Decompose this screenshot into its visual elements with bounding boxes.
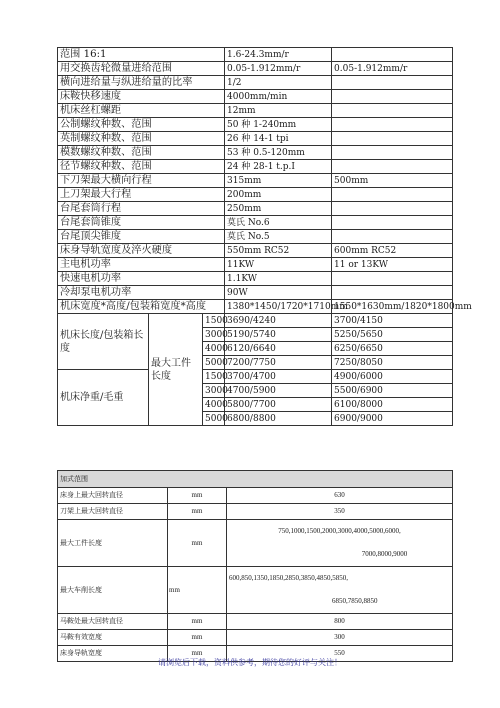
spec-label: 英制螺纹种数、范围 [58,132,225,146]
spec-value-2 [332,104,453,118]
extra-value-multiline [227,520,453,567]
spec-label: 下刀架最大横向行程 [58,174,225,188]
spec-value-1: 50 种 1-240mm [225,118,332,132]
spec-row [58,160,453,174]
extra-unit: mm [168,630,227,646]
spec-label: 用交换齿轮微量进给范围 [58,62,225,76]
spec-value-2 [332,76,453,90]
spec-row [58,146,453,160]
extra-unit: mm [168,488,227,504]
extra-label: 马鞍有效宽度 [58,630,168,646]
spec-value-1: 1.6-24.3mm/r [225,48,332,62]
group-length: 3000 [203,328,225,342]
spec-group-row [58,314,453,328]
extra-value: 300 [227,630,453,646]
spec-row [58,132,453,146]
extra-value-line: 7000,8000,9000 [361,550,408,558]
spec-label: 横向进给量与纵进给量的比率 [58,76,225,90]
group-value-2: 5500/6900 [332,384,453,398]
spec-value-2: 500mm [332,174,453,188]
spec-value-2: 0.05-1.912mm/r [332,62,453,76]
spec-label: 冷却泵电机功率 [58,286,225,300]
extra-value-line: 6850,7850,8850 [332,597,378,605]
spec-value-1: 24 种 28-1 t.p.I [225,160,332,174]
spec-value-2 [332,188,453,202]
spec-row [58,48,453,62]
spec-row [58,286,453,300]
group-value-2: 5250/5650 [332,328,453,342]
group-value-1: 5800/7700 [225,398,332,412]
spec-label: 公制螺纹种数、范围 [58,118,225,132]
spec-value-2: 1550*1630mm/1820*1800mm [332,300,453,314]
extra-row-workpiece [58,520,453,567]
group-value-1: 7200/7750 [225,356,332,370]
spec-value-1: 550mm RC52 [225,244,332,258]
spec-value-2 [332,118,453,132]
group-length: 5000 [203,412,225,426]
spec-value-2: 11 or 13KW [332,258,453,272]
spec-value-2 [332,202,453,216]
spec-label: 机床丝杠螺距 [58,104,225,118]
spec-value-2 [332,160,453,174]
group-value-2: 3700/4150 [332,314,453,328]
extra-label: 最大工件长度 [58,520,168,567]
spec-label: 台尾套筒行程 [58,202,225,216]
spec-value-2 [332,216,453,230]
spec-row [58,258,453,272]
spec-value-1: 莫氏 No.6 [225,216,332,230]
spec-row [58,104,453,118]
footer-note: 请浏览后下载，资料供参考，期待您的好评与关注！ [158,658,342,667]
group-value-1: 6120/6640 [225,342,332,356]
group-value-2: 6100/8000 [332,398,453,412]
spec-value-1: 90W [225,286,332,300]
spec-value-1: 1.1KW [225,272,332,286]
spec-value-1: 53 种 0.5-120mm [225,146,332,160]
extra-unit: mm [168,614,227,630]
spec-label: 机床宽度*高度/包装箱宽度*高度 [58,300,225,314]
extra-value-line: 750,1000,1500,2000,3000,4000,5000,6000, [278,527,401,535]
spec-value-1: 11KW [225,258,332,272]
extra-label: 马鞍处最大回转直径 [58,614,168,630]
spec-value-1: 1380*1450/1720*1710mm [225,300,332,314]
spec-label: 台尾顶尖锥度 [58,230,225,244]
spec-row [58,244,453,258]
group-length: 4000 [203,342,225,356]
extra-value-line: 600,850,1350,1850,2850,3850,4850,5850, [229,574,348,582]
extra-value: 630 [227,488,453,504]
extra-row [58,488,453,504]
spec-value-2 [332,286,453,300]
extra-row [58,614,453,630]
spec-value-1: 1/2 [225,76,332,90]
group-length: 4000 [203,398,225,412]
spec-label: 模数螺纹种数、范围 [58,146,225,160]
spec-value-2 [332,272,453,286]
spec-label: 上刀架最大行程 [58,188,225,202]
spec-label: 台尾套筒锥度 [58,216,225,230]
spec-row [58,188,453,202]
extra-value: 550 [227,646,453,662]
group-value-1: 3690/4240 [225,314,332,328]
spec-value-1: 4000mm/min [225,90,332,104]
extra-table [57,470,453,662]
spec-value-1: 26 种 14-1 tpi [225,132,332,146]
group-value-2: 6250/6650 [332,342,453,356]
extra-value: 800 [227,614,453,630]
spec-row [58,300,453,314]
extra-header-row [58,471,453,488]
extra-header: 加式范围 [58,471,453,488]
spec-row [58,174,453,188]
spec-row [58,230,453,244]
spec-row [58,202,453,216]
group-label: 机床净重/毛重 [58,370,149,426]
spec-group-row [58,370,453,384]
extra-label: 床身导轨宽度 [58,646,168,662]
group-value-2: 6900/9000 [332,412,453,426]
extra-unit: mm [168,567,227,614]
spec-value-1: 200mm [225,188,332,202]
group-sublabel: 最大工件长度 [149,314,203,426]
spec-row [58,118,453,132]
spec-label: 主电机功率 [58,258,225,272]
group-label: 机床长度/包装箱长度 [58,314,149,370]
extra-value: 350 [227,504,453,520]
spec-row [58,76,453,90]
extra-unit: mm [168,646,227,662]
spec-value-1: 0.05-1.912mm/r [225,62,332,76]
spec-value-1: 莫氏 No.5 [225,230,332,244]
group-value-1: 6800/8800 [225,412,332,426]
group-value-2: 4900/6000 [332,370,453,384]
extra-unit: mm [168,520,227,567]
spec-value-2 [332,90,453,104]
group-value-1: 5190/5740 [225,328,332,342]
group-value-1: 3700/4700 [225,370,332,384]
extra-row [58,504,453,520]
spec-value-1: 12mm [225,104,332,118]
spec-value-2 [332,146,453,160]
spec-value-1: 315mm [225,174,332,188]
spec-value-2 [332,230,453,244]
group-value-2: 7250/8050 [332,356,453,370]
spec-row [58,62,453,76]
spec-label: 床鞍快移速度 [58,90,225,104]
spec-table [57,47,472,426]
spec-table-body [58,48,472,426]
group-length: 5000 [203,356,225,370]
spec-label: 快速电机功率 [58,272,225,286]
group-value-1: 4700/5900 [225,384,332,398]
extra-unit: mm [168,504,227,520]
extra-label: 床身上最大回转直径 [58,488,168,504]
spec-row [58,90,453,104]
extra-row-turning [58,567,453,614]
extra-value-multiline [227,567,453,614]
spec-value-1: 250mm [225,202,332,216]
extra-label: 刀架上最大回转直径 [58,504,168,520]
group-length: 1500 [203,370,225,384]
extra-row [58,630,453,646]
spec-value-2 [332,132,453,146]
spec-row [58,216,453,230]
spec-label: 径节螺纹种数、范围 [58,160,225,174]
spec-value-2 [332,48,453,62]
group-length: 3000 [203,384,225,398]
spec-label: 床身导轨宽度及淬火硬度 [58,244,225,258]
spec-label: 范围 16:1 [58,48,225,62]
extra-label: 最大车削长度 [58,567,168,614]
group-length: 1500 [203,314,225,328]
spec-row [58,272,453,286]
spec-value-2: 600mm RC52 [332,244,453,258]
